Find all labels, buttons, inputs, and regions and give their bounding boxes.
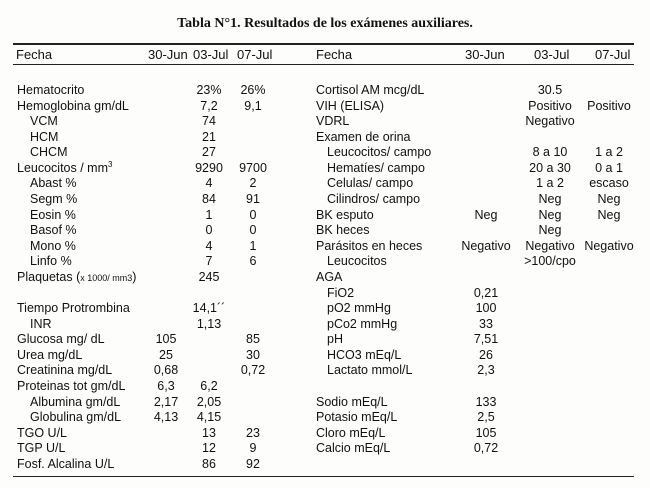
cell-2: 21 xyxy=(202,129,216,144)
top-rule xyxy=(13,43,634,45)
cell-3: Positivo xyxy=(587,98,631,113)
row-label: HCO3 mEq/L xyxy=(327,347,402,362)
row-label: TGO U/L xyxy=(17,425,68,440)
left-header-date-2: 03-Jul xyxy=(193,47,229,62)
row-label: Albumina gm/dL xyxy=(30,394,121,409)
cell-1: 6,3 xyxy=(157,379,175,394)
cell-2: 14,1´´ xyxy=(192,301,226,316)
cell-1: 0,72 xyxy=(473,441,499,456)
cell-1: Negativo xyxy=(461,238,511,253)
cell-1: 7,51 xyxy=(473,332,499,347)
header-rule xyxy=(13,64,634,65)
row-label: Cortisol AM mcg/dL xyxy=(316,83,425,97)
cell-2: 20 a 30 xyxy=(529,160,571,175)
cell-2: 1,13 xyxy=(196,316,222,331)
row-label: Hematíes/ campo xyxy=(327,160,425,175)
row-label: Examen de orina xyxy=(316,129,411,144)
cell-3: 23 xyxy=(246,425,260,440)
cell-2: 7,2 xyxy=(200,98,218,113)
cell-2: Positivo xyxy=(528,98,572,113)
row-label: Sodio mEq/L xyxy=(316,394,388,409)
cell-2: 6,2 xyxy=(200,379,218,394)
cell-1: 105 xyxy=(155,332,177,347)
cell-2: 30.5 xyxy=(537,83,563,97)
row-label: Basof % xyxy=(30,223,77,238)
right-header-fecha: Fecha xyxy=(316,47,353,62)
cell-2: 27 xyxy=(202,145,216,160)
row-label: Leucocitos / $mm^3$ xyxy=(17,159,113,175)
cell-1: 25 xyxy=(159,347,173,362)
cell-2: 84 xyxy=(202,192,216,207)
right-header-date-2: 03-Jul xyxy=(534,47,570,62)
cell-3: 0 xyxy=(249,207,257,222)
cell-2: Negativo xyxy=(525,238,575,253)
cell-2: 1 a 2 xyxy=(536,176,564,191)
row-label: VIH (ELISA) xyxy=(316,98,385,113)
cell-2: 4 xyxy=(205,176,213,191)
cell-3: 91 xyxy=(246,192,260,207)
row-label: Potasio mEq/L xyxy=(316,410,398,425)
cell-1: Neg xyxy=(474,207,498,222)
row-label: FiO2 xyxy=(327,285,355,300)
cell-1: 0,68 xyxy=(153,363,179,378)
cell-3: 0 a 1 xyxy=(595,160,623,175)
row-label: Cilindros/ campo xyxy=(327,192,421,207)
row-label: Abast % xyxy=(30,176,77,191)
cell-3: 1 xyxy=(249,238,257,253)
left-header-date-1: 30-Jun xyxy=(148,47,188,62)
row-label: Tiempo Protrombina xyxy=(17,301,130,316)
cell-2: 4 xyxy=(205,238,213,253)
row-label: CHCM xyxy=(30,145,68,160)
cell-1: 2,5 xyxy=(477,410,495,425)
row-label: Plaquetas (x 1000/ mm3) xyxy=(17,269,137,284)
row-label: BK esputo xyxy=(316,207,374,222)
row-label: Eosin % xyxy=(30,207,76,222)
cell-2: Neg xyxy=(538,192,562,207)
row-label: Segm % xyxy=(30,192,78,207)
cell-1: 0,21 xyxy=(473,285,499,300)
cell-2: 245 xyxy=(198,269,220,284)
row-label: TGP U/L xyxy=(17,441,66,456)
cell-2: 9290 xyxy=(195,160,223,175)
cell-3: 0,72 xyxy=(240,363,266,378)
cell-1: 100 xyxy=(475,301,497,316)
cell-3: 30 xyxy=(246,347,260,362)
row-label: Globulina gm/dL xyxy=(30,410,122,425)
row-label: Glucosa mg/ dL xyxy=(17,332,105,347)
cell-3: 0 xyxy=(249,223,257,238)
cell-2: 86 xyxy=(202,456,216,471)
row-label: Fosf. Alcalina U/L xyxy=(17,456,115,471)
row-label: INR xyxy=(30,316,52,331)
row-label: Parásitos en heces xyxy=(316,238,423,253)
cell-1: 2,17 xyxy=(153,394,179,409)
row-label: Leucocitos/ campo xyxy=(327,145,432,160)
cell-2: 1 xyxy=(205,207,213,222)
cell-3: 92 xyxy=(246,456,260,471)
cell-3: Negativo xyxy=(584,238,634,253)
right-header-date-1: 30-Jun xyxy=(465,47,505,62)
cell-2: 2,05 xyxy=(196,394,222,409)
row-label: Creatinina mg/dL xyxy=(17,363,113,378)
cell-3: 26% xyxy=(240,83,266,97)
cell-2: 74 xyxy=(202,114,216,129)
cell-2: Neg xyxy=(538,223,562,238)
row-label: Linfo % xyxy=(30,254,72,269)
row-label: VCM xyxy=(30,114,58,129)
cell-2: 13 xyxy=(202,425,216,440)
cell-2: >100/cpo xyxy=(524,254,576,269)
cell-2: Neg xyxy=(538,207,562,222)
row-label: pO2 mmHg xyxy=(327,301,391,316)
row-label: Hemoglobina gm/dL xyxy=(17,98,129,113)
left-header-fecha: Fecha xyxy=(16,47,53,62)
row-label: HCM xyxy=(30,129,59,144)
cell-1: 133 xyxy=(475,394,497,409)
cell-1: 26 xyxy=(479,347,493,362)
left-header-date-3: 07-Jul xyxy=(237,47,273,62)
row-label: pCo2 mmHg xyxy=(327,316,398,331)
cell-2: 12 xyxy=(202,441,216,456)
cell-1: 105 xyxy=(475,425,497,440)
cell-1: 4,13 xyxy=(153,410,179,425)
bottom-rule xyxy=(13,476,634,477)
cell-2: 7 xyxy=(205,254,213,269)
cell-3: 9700 xyxy=(239,160,267,175)
row-label: Calcio mEq/L xyxy=(316,441,391,456)
row-label: Lactato mmol/L xyxy=(327,363,413,378)
cell-3: escaso xyxy=(589,176,629,191)
cell-3: Neg xyxy=(597,192,621,207)
cell-2: 23% xyxy=(196,83,222,97)
row-label: Leucocitos xyxy=(327,254,387,269)
row-label: Celulas/ campo xyxy=(327,176,414,191)
cell-3: 9 xyxy=(249,441,257,456)
cell-3: Neg xyxy=(597,207,621,222)
table-title: Tabla N°1. Resultados de los exámenes auxiliares. xyxy=(177,16,473,31)
cell-2: 4,15 xyxy=(196,410,222,425)
row-label: Mono % xyxy=(30,238,76,253)
cell-3: 9,1 xyxy=(244,98,262,113)
cell-3: 2 xyxy=(249,176,257,191)
cell-2: 8 a 10 xyxy=(532,145,568,160)
row-label: pH xyxy=(327,332,343,347)
row-label: BK heces xyxy=(316,223,370,238)
row-label: AGA xyxy=(316,269,343,284)
cell-3: 1 a 2 xyxy=(595,145,623,160)
row-label: Proteinas tot gm/dL xyxy=(17,379,126,394)
cell-2: Negativo xyxy=(525,114,575,129)
row-label: VDRL xyxy=(316,114,350,129)
cell-3: 6 xyxy=(249,254,257,269)
cell-3: 85 xyxy=(246,332,260,347)
cell-1: 33 xyxy=(479,316,493,331)
right-header-date-3: 07-Jul xyxy=(595,47,631,62)
row-label: Hematocrito xyxy=(17,83,85,97)
row-label: Urea mg/dL xyxy=(17,347,83,362)
row-label: Cloro mEq/L xyxy=(316,425,386,440)
cell-1: 2,3 xyxy=(477,363,495,378)
cell-2: 0 xyxy=(205,223,213,238)
